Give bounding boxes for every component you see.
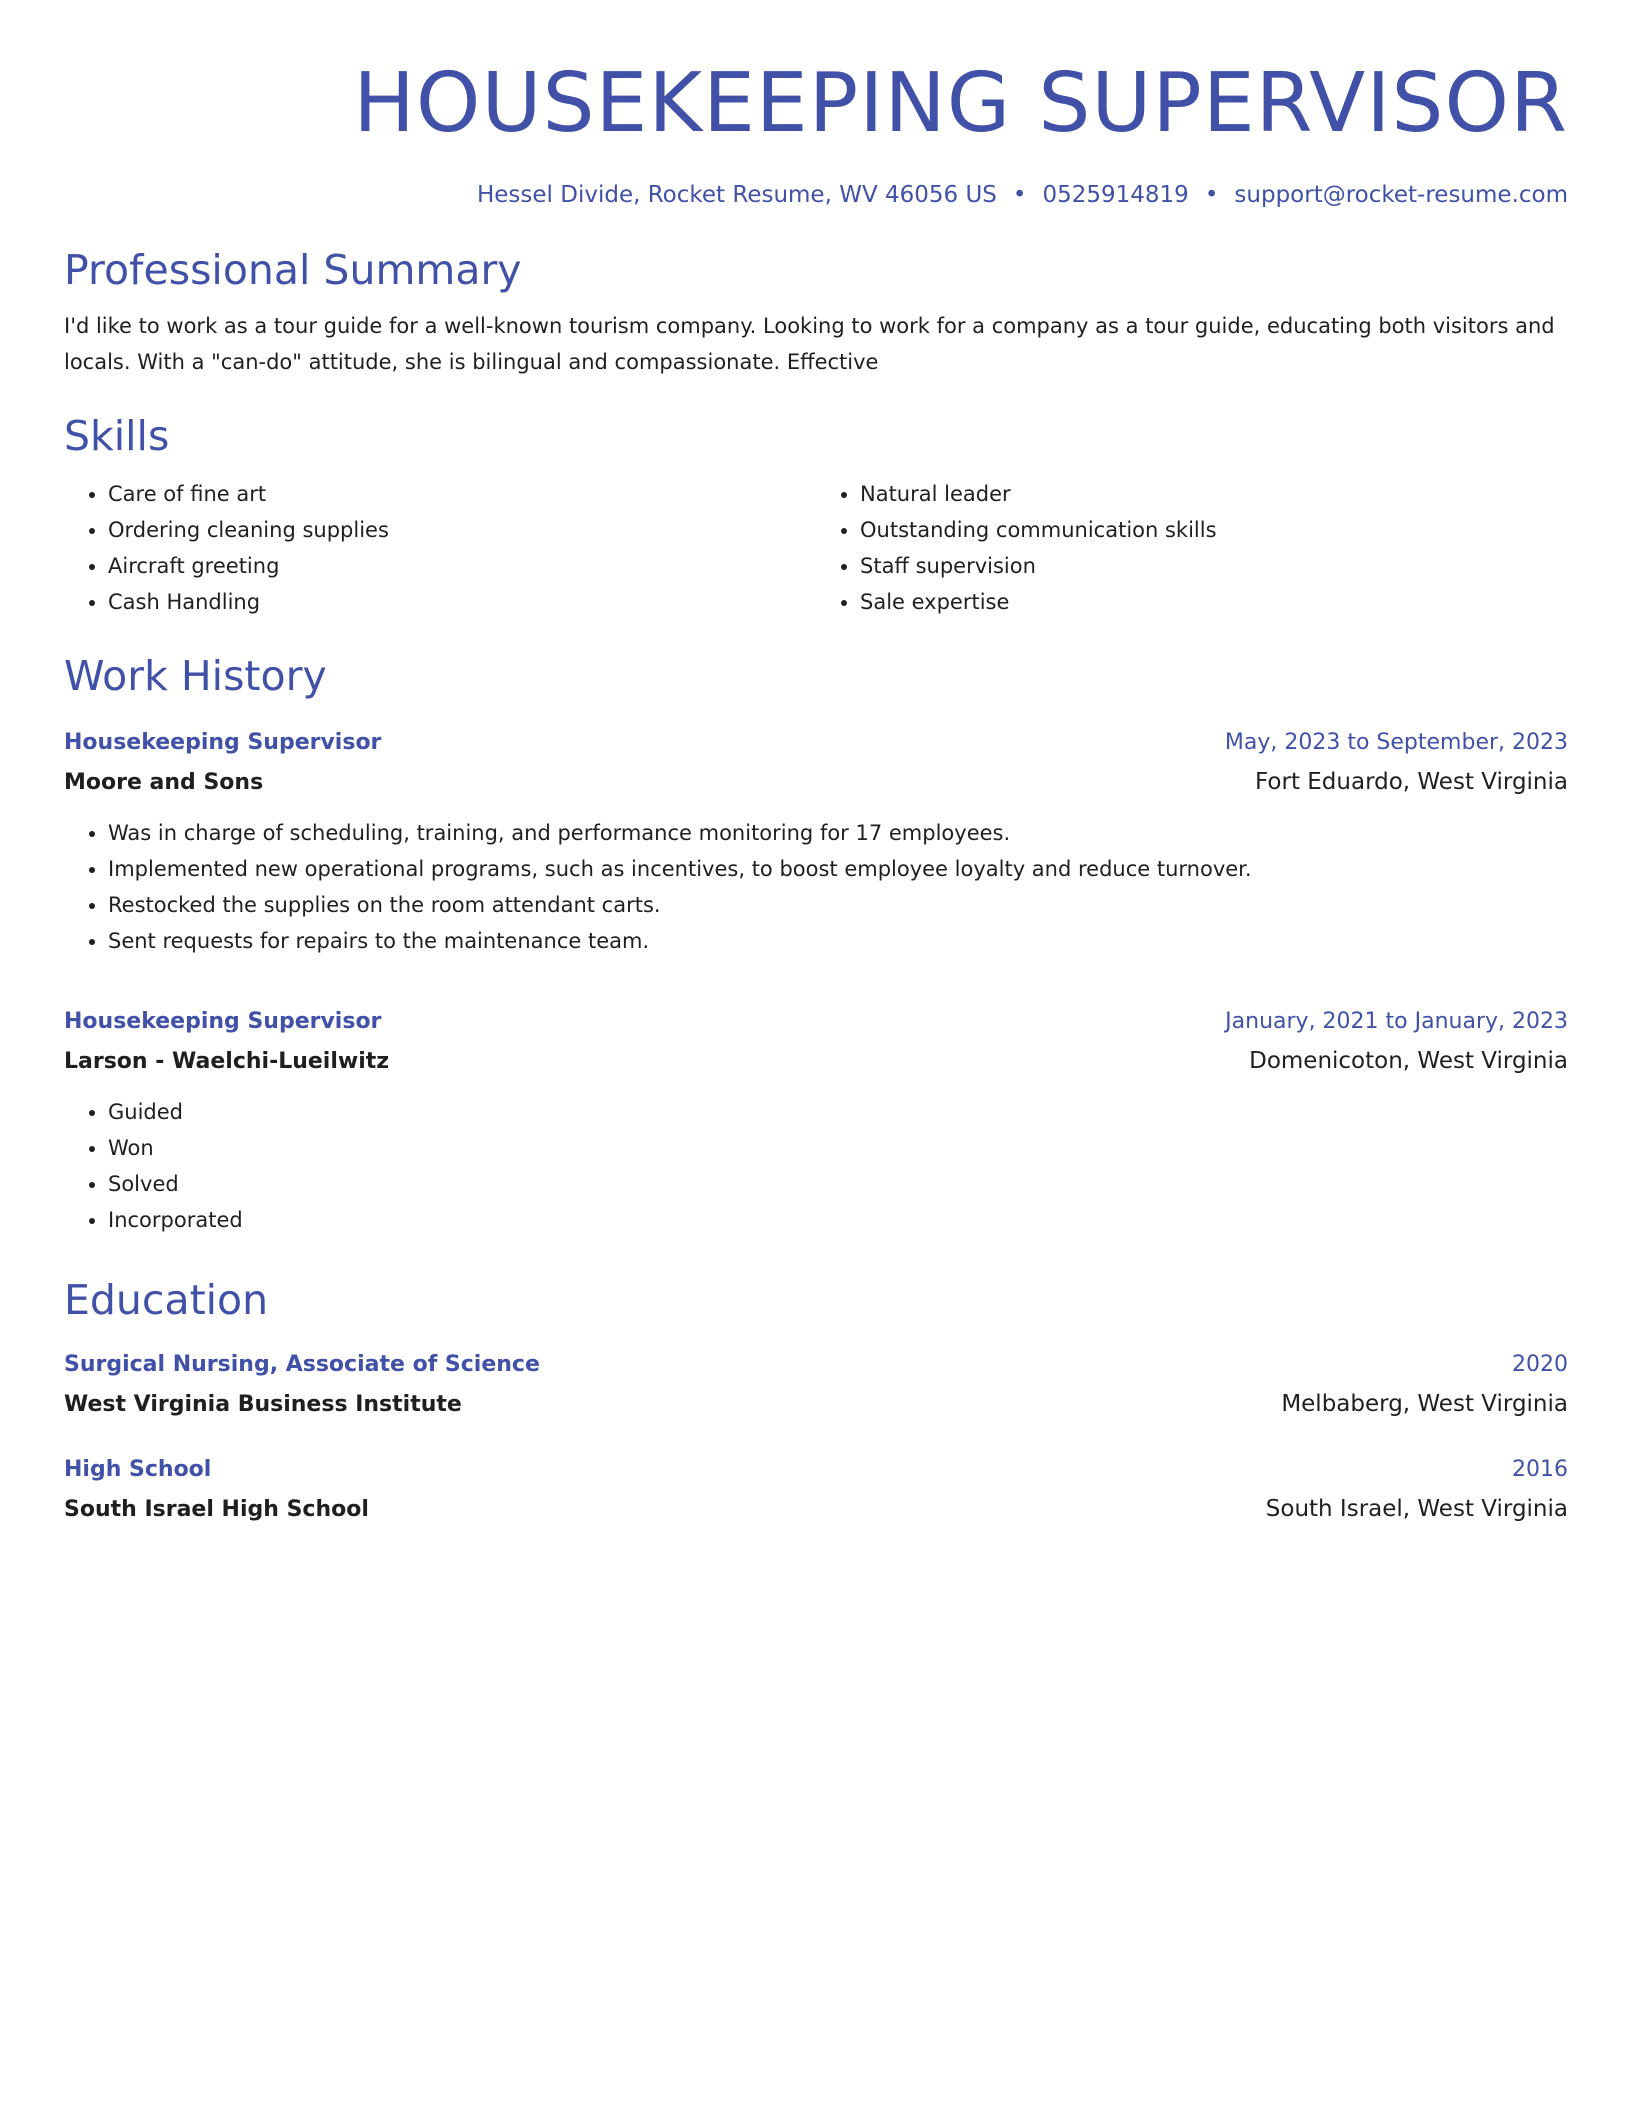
education-school: West Virginia Business Institute — [64, 1392, 462, 1417]
skills-heading: Skills — [64, 412, 170, 460]
job-company: Moore and Sons — [64, 770, 264, 795]
job-role: Housekeeping Supervisor — [64, 1009, 382, 1034]
job-entry — [64, 1003, 1568, 1238]
job-bullet: • Sent requests for repairs to the maintenance team. — [108, 923, 1568, 959]
education-year: 2020 — [1512, 1352, 1568, 1377]
contact-separator: • — [1012, 182, 1027, 208]
contact-email: support@rocket-resume.com — [1234, 182, 1568, 208]
skills-list-right — [816, 476, 1568, 620]
skill-item: • Natural leader — [860, 476, 1568, 512]
job-bullets — [64, 815, 1568, 959]
candidate-name: HOUSEKEEPING SUPERVISOR — [353, 56, 1568, 151]
job-location: Domenicoton, West Virginia — [1249, 1048, 1568, 1074]
contact-address: Hessel Divide, Rocket Resume, WV 46056 US — [476, 182, 997, 208]
skill-item: • Aircraft greeting — [108, 548, 816, 584]
skills-columns — [64, 476, 1568, 620]
skill-item: • Ordering cleaning supplies — [108, 512, 816, 548]
education-location: South Israel, West Virginia — [1265, 1496, 1568, 1522]
job-location: Fort Eduardo, West Virginia — [1255, 769, 1568, 795]
contact-line — [64, 180, 1568, 210]
skill-item: • Outstanding communication skills — [860, 512, 1568, 548]
job-role: Housekeeping Supervisor — [64, 730, 382, 755]
education-school-row — [64, 1384, 1568, 1425]
job-bullet: • Implemented new operational programs, such as incentives, to boost employee loyalty and reduce turnover. — [108, 851, 1568, 887]
skill-item: • Sale expertise — [860, 584, 1568, 620]
job-title-row — [64, 1003, 1568, 1041]
job-bullet: • Guided — [108, 1094, 1568, 1130]
education-degree-row — [64, 1451, 1568, 1489]
job-bullet: • Incorporated — [108, 1202, 1568, 1238]
job-company-row — [64, 1041, 1568, 1082]
education-entry — [64, 1451, 1568, 1530]
education-school-row — [64, 1489, 1568, 1530]
education-location: Melbaberg, West Virginia — [1281, 1391, 1568, 1417]
job-dates: May, 2023 to September, 2023 — [1224, 730, 1568, 755]
job-company: Larson - Waelchi-Lueilwitz — [64, 1049, 390, 1074]
skills-section — [64, 410, 1568, 620]
skills-list-left — [64, 476, 816, 620]
summary-section — [64, 244, 1568, 380]
job-entry — [64, 724, 1568, 959]
education-heading: Education — [64, 1276, 269, 1324]
contact-separator: • — [1204, 182, 1219, 208]
education-section — [64, 1274, 1568, 1530]
work-history-section — [64, 650, 1568, 1238]
work-history-heading: Work History — [64, 652, 327, 700]
education-degree: Surgical Nursing, Associate of Science — [64, 1352, 540, 1377]
education-degree: High School — [64, 1457, 212, 1482]
education-entry — [64, 1346, 1568, 1425]
education-year: 2016 — [1512, 1457, 1568, 1482]
resume-header — [64, 54, 1568, 210]
skill-item: • Care of fine art — [108, 476, 816, 512]
job-dates: January, 2021 to January, 2023 — [1225, 1009, 1568, 1034]
job-title-row — [64, 724, 1568, 762]
job-bullet: • Was in charge of scheduling, training, and performance monitoring for 17 employees. — [108, 815, 1568, 851]
skill-item: • Staff supervision — [860, 548, 1568, 584]
job-bullet: • Solved — [108, 1166, 1568, 1202]
job-bullet: • Won — [108, 1130, 1568, 1166]
summary-text: I'd like to work as a tour guide for a well-known tourism company. Looking to work for a company as a tour guide, educating both visitors and locals. With a "can-do" attitude, she is bilingual and compassionate. Effective — [64, 314, 1555, 374]
contact-phone: 0525914819 — [1042, 182, 1189, 208]
summary-heading: Professional Summary — [64, 246, 522, 294]
education-school: South Israel High School — [64, 1497, 369, 1522]
job-bullets — [64, 1094, 1568, 1238]
education-degree-row — [64, 1346, 1568, 1384]
skill-item: • Cash Handling — [108, 584, 816, 620]
job-bullet: • Restocked the supplies on the room attendant carts. — [108, 887, 1568, 923]
job-company-row — [64, 762, 1568, 803]
